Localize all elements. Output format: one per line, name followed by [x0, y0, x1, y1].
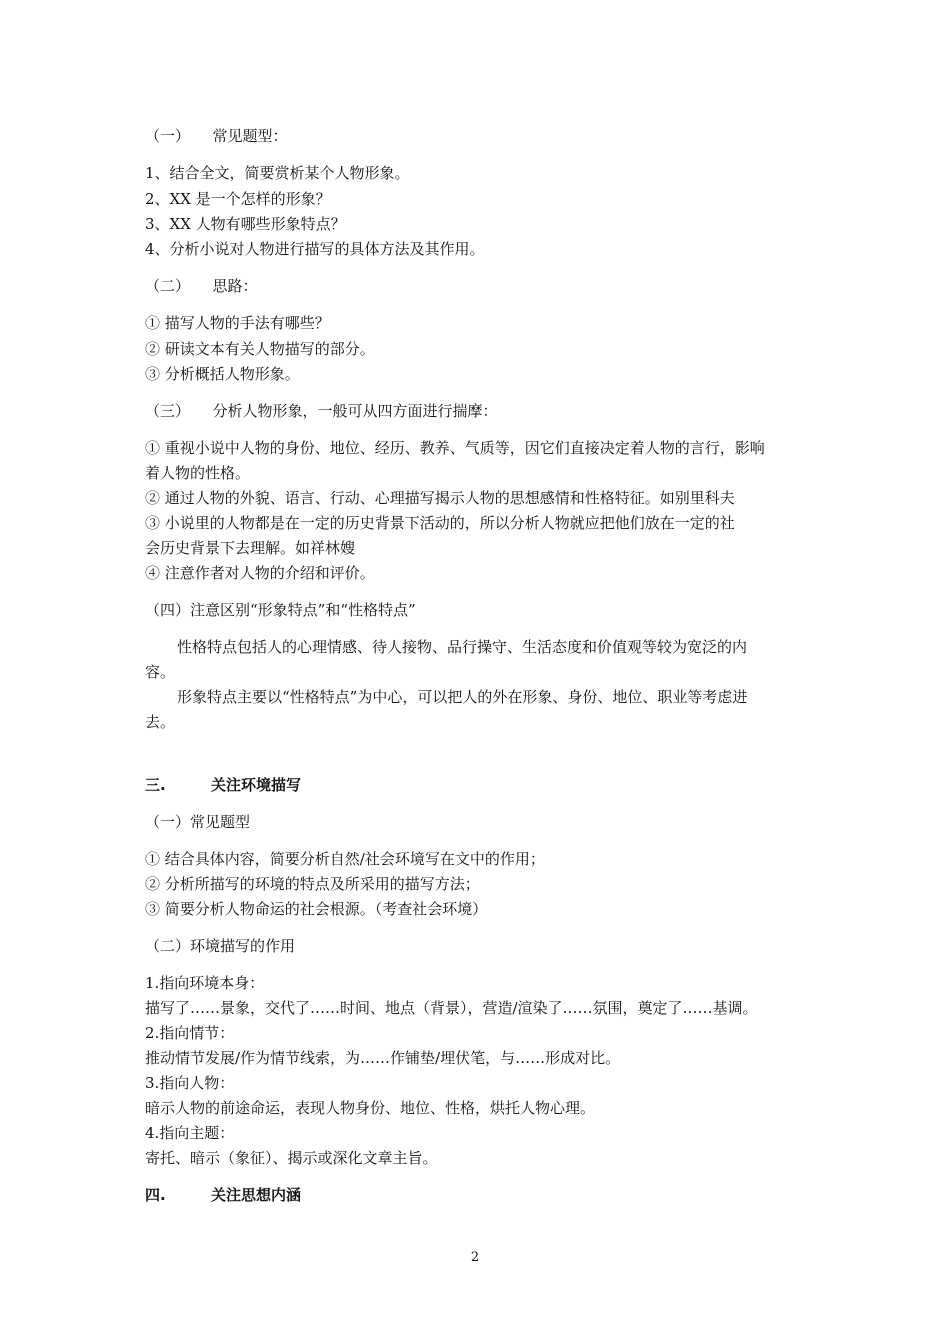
list-item: ① 结合具体内容，简要分析自然/社会环境写在文中的作用；	[145, 850, 545, 868]
section-heading	[145, 775, 301, 795]
question-line: 4、分析小说对人物进行描写的具体方法及其作用。	[145, 240, 485, 258]
list-item-continuation: 着人物的性格。	[145, 464, 251, 482]
list-item: 2.指向情节：	[145, 1024, 235, 1042]
subheading: （一） 常见题型：	[145, 127, 288, 145]
list-item: 4.指向主题：	[145, 1124, 235, 1142]
section-number: 四.	[145, 1186, 166, 1204]
list-item: ① 描写人物的手法有哪些？	[145, 314, 330, 332]
section-title: 关注环境描写	[211, 776, 302, 794]
list-item: ② 通过人物的外貌、语言、行动、心理描写揭示人物的思想感情和性格特征。如别里科夫	[145, 489, 735, 507]
question-line: 3、XX 人物有哪些形象特点？	[145, 215, 346, 233]
list-item: ③ 简要分析人物命运的社会根源。（考查社会环境）	[145, 900, 488, 918]
subheading: （二）环境描写的作用	[145, 937, 296, 955]
list-item: 3.指向人物：	[145, 1074, 235, 1092]
subheading: （三） 分析人物形象，一般可从四方面进行揣摩：	[145, 402, 498, 420]
paragraph-line: 容。	[145, 663, 176, 681]
section-heading	[145, 1185, 301, 1205]
subheading: （一）常见题型	[145, 813, 251, 831]
list-item: 1.指向环境本身：	[145, 974, 265, 992]
list-item-detail: 描写了……景象，交代了……时间、地点（背景），营造/渲染了……氛围，奠定了……基调。	[145, 999, 758, 1017]
page-number: 2	[470, 1250, 480, 1265]
list-item: ③ 小说里的人物都是在一定的历史背景下活动的，所以分析人物就应把他们放在一定的社	[145, 514, 735, 532]
subheading: （四）注意区别“形象特点”和“性格特点”	[145, 601, 416, 619]
question-line: 1、结合全文，简要赏析某个人物形象。	[145, 164, 410, 182]
list-item: ④ 注意作者对人物的介绍和评价。	[145, 564, 375, 582]
list-item: ② 分析所描写的环境的特点及所采用的描写方法；	[145, 875, 480, 893]
question-line: 2、XX 是一个怎样的形象？	[145, 190, 331, 208]
list-item-detail: 推动情节发展/作为情节线索，为……作铺垫/埋伏笔，与……形成对比。	[145, 1049, 621, 1067]
list-item-detail: 暗示人物的前途命运，表现人物身份、地位、性格，烘托人物心理。	[145, 1099, 596, 1117]
list-item-continuation: 会历史背景下去理解。如祥林嫂	[145, 539, 356, 557]
list-item: ① 重视小说中人物的身份、地位、经历、教养、气质等，因它们直接决定着人物的言行，影响	[145, 439, 765, 457]
paragraph-line: 去。	[145, 713, 176, 731]
paragraph-line: 形象特点主要以“性格特点”为中心，可以把人的外在形象、身份、地位、职业等考虑进	[177, 688, 748, 706]
section-number: 三.	[145, 776, 166, 794]
list-item: ② 研读文本有关人物描写的部分。	[145, 340, 375, 358]
section-title: 关注思想内涵	[211, 1186, 302, 1204]
list-item: ③ 分析概括人物形象。	[145, 365, 300, 383]
list-item-detail: 寄托、暗示（象征）、揭示或深化文章主旨。	[145, 1149, 438, 1167]
paragraph-line: 性格特点包括人的心理情感、待人接物、品行操守、生活态度和价值观等较为宽泛的内	[177, 638, 748, 656]
subheading: （二） 思路：	[145, 277, 258, 295]
